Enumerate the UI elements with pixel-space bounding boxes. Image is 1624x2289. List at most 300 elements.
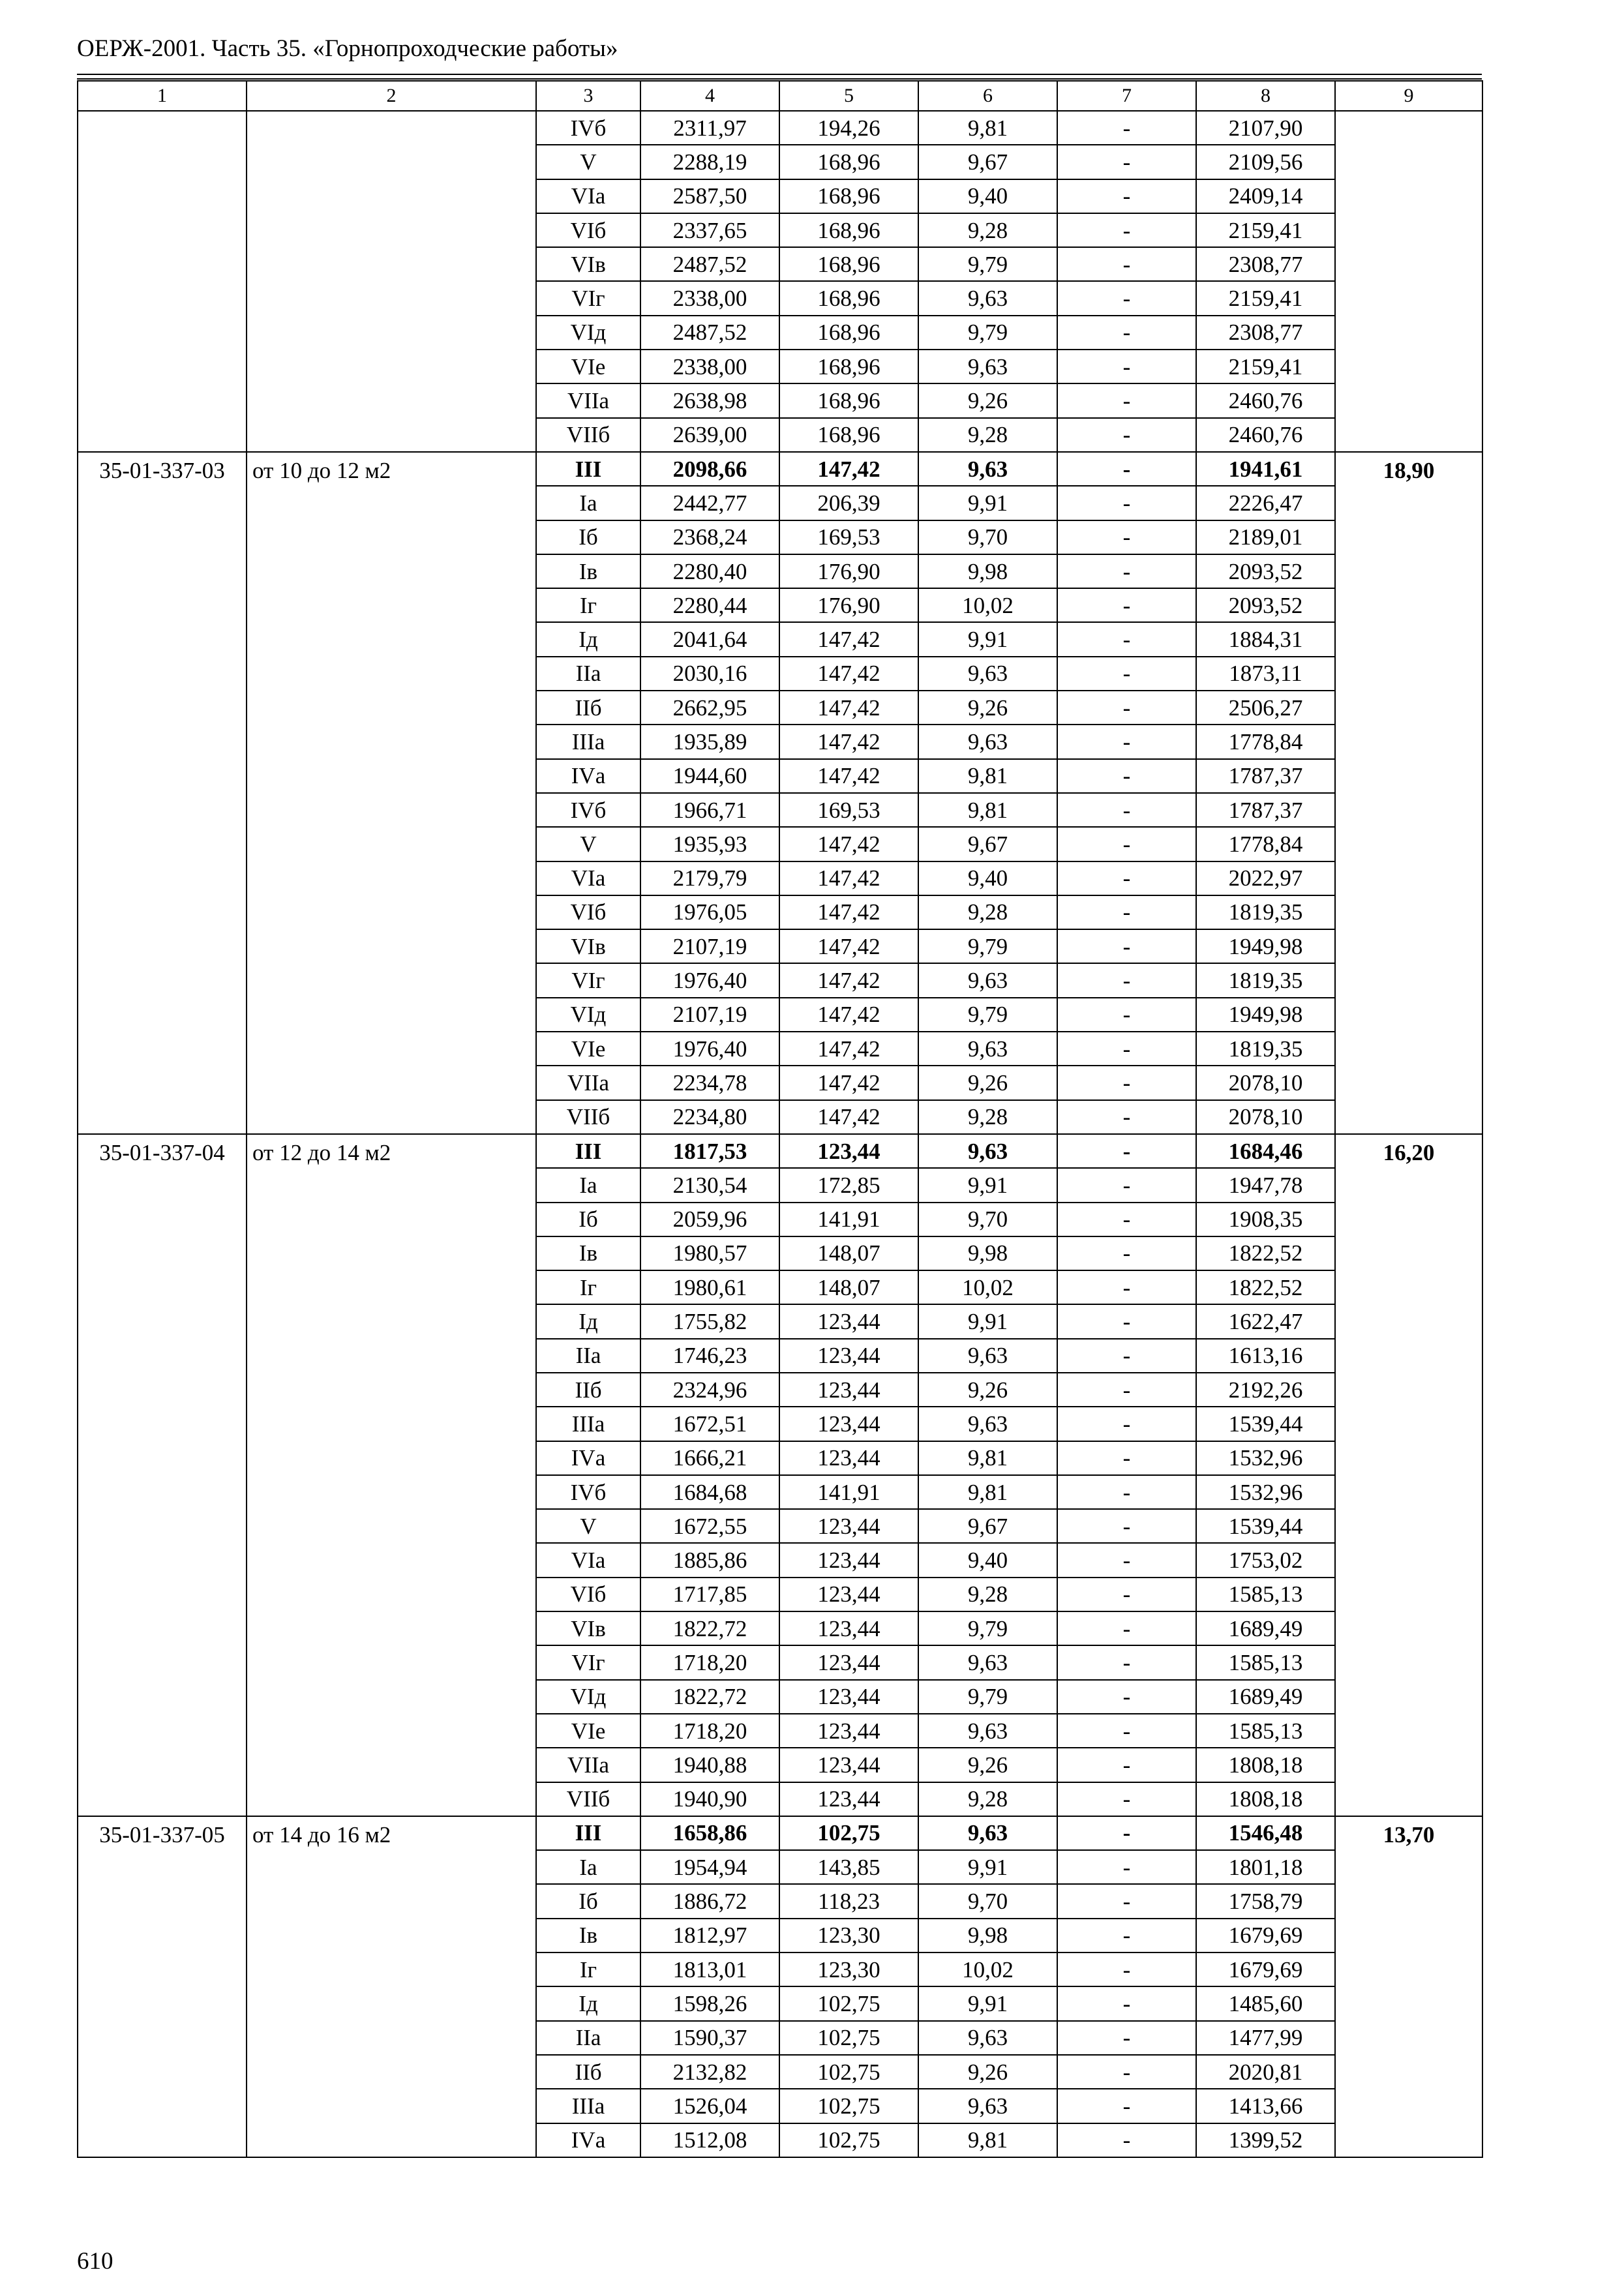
machinist-wages-cell: - [1057, 350, 1196, 383]
item-name: от 12 до 14 м2 [247, 1134, 536, 1816]
header-rule [77, 74, 1482, 75]
materials-cell: 2308,77 [1196, 316, 1335, 350]
wages-cell: 147,42 [779, 759, 918, 793]
zone-cell: Iд [536, 1304, 640, 1338]
machinist-wages-cell: - [1057, 1578, 1196, 1611]
machinist-wages-cell: - [1057, 2089, 1196, 2123]
direct-cost-cell: 1935,89 [640, 725, 779, 758]
machinery-cell: 10,02 [918, 1952, 1057, 1986]
machinery-cell: 9,81 [918, 2123, 1057, 2157]
direct-cost-cell: 1672,51 [640, 1407, 779, 1441]
materials-cell: 1884,31 [1196, 622, 1335, 656]
direct-cost-cell: 2638,98 [640, 383, 779, 417]
wages-cell: 147,42 [779, 657, 918, 691]
wages-cell: 168,96 [779, 316, 918, 350]
zone-cell: VIб [536, 213, 640, 247]
wages-cell: 123,44 [779, 1543, 918, 1577]
column-header: 2 [247, 81, 536, 111]
zone-cell: IVб [536, 1475, 640, 1509]
materials-cell: 1819,35 [1196, 963, 1335, 997]
wages-cell: 123,44 [779, 1407, 918, 1441]
wages-cell: 176,90 [779, 554, 918, 588]
materials-cell: 2409,14 [1196, 179, 1335, 213]
wages-cell: 102,75 [779, 2021, 918, 2055]
machinist-wages-cell: - [1057, 281, 1196, 315]
machinery-cell: 9,63 [918, 1339, 1057, 1373]
machinery-cell: 9,79 [918, 316, 1057, 350]
machinery-cell: 9,28 [918, 213, 1057, 247]
machinery-cell: 9,40 [918, 179, 1057, 213]
wages-cell: 147,42 [779, 929, 918, 963]
zone-cell: VIе [536, 1714, 640, 1748]
machinery-cell: 9,70 [918, 520, 1057, 554]
machinist-wages-cell: - [1057, 725, 1196, 758]
direct-cost-cell: 2442,77 [640, 486, 779, 520]
machinery-cell: 9,91 [918, 1850, 1057, 1884]
zone-cell: IVа [536, 759, 640, 793]
machinist-wages-cell: - [1057, 2123, 1196, 2157]
page-number: 610 [77, 2248, 113, 2275]
machinist-wages-cell: - [1057, 1680, 1196, 1714]
zone-cell: Iг [536, 588, 640, 622]
machinist-wages-cell: - [1057, 861, 1196, 895]
materials-cell: 1753,02 [1196, 1543, 1335, 1577]
machinist-wages-cell: - [1057, 1373, 1196, 1407]
machinist-wages-cell: - [1057, 1203, 1196, 1236]
wages-cell: 123,30 [779, 1919, 918, 1952]
machinery-cell: 9,91 [918, 622, 1057, 656]
column-number-row [78, 81, 1482, 111]
zone-cell: IIIа [536, 1407, 640, 1441]
zone-cell: VIа [536, 1543, 640, 1577]
direct-cost-cell: 2132,82 [640, 2055, 779, 2089]
wages-cell: 147,42 [779, 895, 918, 929]
machinery-cell: 9,63 [918, 452, 1057, 486]
zone-cell: VIа [536, 861, 640, 895]
wages-cell: 172,85 [779, 1168, 918, 1202]
zone-cell: Iд [536, 1986, 640, 2020]
zone-cell: V [536, 827, 640, 861]
table-row [78, 1134, 1482, 1168]
machinist-wages-cell: - [1057, 1475, 1196, 1509]
machinery-cell: 9,26 [918, 1373, 1057, 1407]
direct-cost-cell: 1718,20 [640, 1714, 779, 1748]
direct-cost-cell: 1672,55 [640, 1509, 779, 1543]
machinery-cell: 9,63 [918, 1134, 1057, 1168]
machinist-wages-cell: - [1057, 111, 1196, 145]
materials-cell: 2159,41 [1196, 350, 1335, 383]
machinist-wages-cell: - [1057, 1339, 1196, 1373]
wages-cell: 147,42 [779, 691, 918, 725]
machinery-cell: 9,40 [918, 1543, 1057, 1577]
materials-cell: 1778,84 [1196, 827, 1335, 861]
wages-cell: 147,42 [779, 998, 918, 1032]
wages-cell: 169,53 [779, 793, 918, 827]
wages-cell: 147,42 [779, 622, 918, 656]
zone-cell: VIIб [536, 1100, 640, 1134]
materials-cell: 2460,76 [1196, 383, 1335, 417]
materials-cell: 2020,81 [1196, 2055, 1335, 2089]
materials-cell: 1413,66 [1196, 2089, 1335, 2123]
direct-cost-cell: 1885,86 [640, 1543, 779, 1577]
item-code: 35-01-337-04 [78, 1134, 247, 1816]
zone-cell: IIб [536, 1373, 640, 1407]
machinist-wages-cell: - [1057, 213, 1196, 247]
direct-cost-cell: 2130,54 [640, 1168, 779, 1202]
materials-cell: 1532,96 [1196, 1475, 1335, 1509]
zone-cell: III [536, 452, 640, 486]
materials-cell: 1822,52 [1196, 1270, 1335, 1304]
zone-cell: Iв [536, 1236, 640, 1270]
materials-cell: 1689,49 [1196, 1680, 1335, 1714]
wages-cell: 123,44 [779, 1509, 918, 1543]
machinist-wages-cell: - [1057, 793, 1196, 827]
direct-cost-cell: 1940,88 [640, 1748, 779, 1782]
direct-cost-cell: 2288,19 [640, 145, 779, 179]
machinery-cell: 9,28 [918, 418, 1057, 452]
machinery-cell: 9,63 [918, 725, 1057, 758]
machinery-cell: 9,28 [918, 895, 1057, 929]
wages-cell: 168,96 [779, 350, 918, 383]
materials-cell: 2308,77 [1196, 247, 1335, 281]
zone-cell: VIг [536, 963, 640, 997]
machinery-cell: 9,91 [918, 1304, 1057, 1338]
column-header: 1 [78, 81, 247, 111]
machinist-wages-cell: - [1057, 827, 1196, 861]
machinery-cell: 9,63 [918, 1645, 1057, 1679]
machinist-wages-cell: - [1057, 1407, 1196, 1441]
direct-cost-cell: 2368,24 [640, 520, 779, 554]
machinist-wages-cell: - [1057, 1066, 1196, 1100]
machinery-cell: 9,91 [918, 1168, 1057, 1202]
machinist-wages-cell: - [1057, 179, 1196, 213]
materials-cell: 1819,35 [1196, 895, 1335, 929]
wages-cell: 148,07 [779, 1270, 918, 1304]
machinery-cell: 9,79 [918, 1680, 1057, 1714]
machinist-wages-cell: - [1057, 1441, 1196, 1475]
materials-cell: 1684,46 [1196, 1134, 1335, 1168]
zone-cell: VIIб [536, 418, 640, 452]
wages-cell: 123,44 [779, 1134, 918, 1168]
item-code: 35-01-337-05 [78, 1816, 247, 2157]
zone-cell: IIб [536, 691, 640, 725]
zone-cell: V [536, 145, 640, 179]
materials-cell: 1539,44 [1196, 1407, 1335, 1441]
materials-cell: 2226,47 [1196, 486, 1335, 520]
machinery-cell: 9,28 [918, 1100, 1057, 1134]
column-header: 5 [779, 81, 918, 111]
wages-cell: 147,42 [779, 1032, 918, 1066]
machinist-wages-cell: - [1057, 1986, 1196, 2020]
machinery-cell: 9,63 [918, 1816, 1057, 1850]
machinist-wages-cell: - [1057, 486, 1196, 520]
machinery-cell: 9,81 [918, 1441, 1057, 1475]
machinist-wages-cell: - [1057, 622, 1196, 656]
zone-cell: IVа [536, 2123, 640, 2157]
direct-cost-cell: 1822,72 [640, 1680, 779, 1714]
zone-cell: VIд [536, 316, 640, 350]
machinist-wages-cell: - [1057, 383, 1196, 417]
zone-cell: VIIа [536, 1748, 640, 1782]
machinery-cell: 9,26 [918, 691, 1057, 725]
zone-cell: Iд [536, 622, 640, 656]
wages-cell: 123,44 [779, 1441, 918, 1475]
direct-cost-cell: 2280,40 [640, 554, 779, 588]
zone-cell: IVб [536, 793, 640, 827]
direct-cost-cell: 2059,96 [640, 1203, 779, 1236]
materials-cell: 1679,69 [1196, 1952, 1335, 1986]
machinist-wages-cell: - [1057, 998, 1196, 1032]
zone-cell: Iг [536, 1952, 640, 1986]
zone-cell: VIIа [536, 1066, 640, 1100]
wages-cell: 123,44 [779, 1304, 918, 1338]
machinist-wages-cell: - [1057, 929, 1196, 963]
machinery-cell: 9,79 [918, 1611, 1057, 1645]
item-name: от 10 до 12 м2 [247, 452, 536, 1134]
zone-cell: VIIа [536, 383, 640, 417]
direct-cost-cell: 1598,26 [640, 1986, 779, 2020]
zone-cell: Iб [536, 1884, 640, 1918]
zone-cell: V [536, 1509, 640, 1543]
direct-cost-cell: 1526,04 [640, 2089, 779, 2123]
table-row [78, 1816, 1482, 1850]
machinery-cell: 9,63 [918, 350, 1057, 383]
item-name: от 14 до 16 м2 [247, 1816, 536, 2157]
zone-cell: III [536, 1134, 640, 1168]
direct-cost-cell: 1746,23 [640, 1339, 779, 1373]
materials-cell: 1941,61 [1196, 452, 1335, 486]
wages-cell: 148,07 [779, 1236, 918, 1270]
labor-cost-total: 13,70 [1335, 1816, 1482, 2157]
machinery-cell: 9,63 [918, 1407, 1057, 1441]
direct-cost-cell: 1944,60 [640, 759, 779, 793]
materials-cell: 1822,52 [1196, 1236, 1335, 1270]
machinery-cell: 9,26 [918, 383, 1057, 417]
materials-cell: 1689,49 [1196, 1611, 1335, 1645]
direct-cost-cell: 1812,97 [640, 1919, 779, 1952]
machinery-cell: 9,26 [918, 1748, 1057, 1782]
wages-cell: 147,42 [779, 861, 918, 895]
machinery-cell: 9,63 [918, 1714, 1057, 1748]
table-row [78, 452, 1482, 486]
machinist-wages-cell: - [1057, 452, 1196, 486]
machinery-cell: 9,28 [918, 1782, 1057, 1816]
direct-cost-cell: 1976,05 [640, 895, 779, 929]
materials-cell: 1778,84 [1196, 725, 1335, 758]
item-code: 35-01-337-03 [78, 452, 247, 1134]
machinist-wages-cell: - [1057, 247, 1196, 281]
machinist-wages-cell: - [1057, 1611, 1196, 1645]
machinery-cell: 9,98 [918, 1919, 1057, 1952]
materials-cell: 1947,78 [1196, 1168, 1335, 1202]
machinist-wages-cell: - [1057, 554, 1196, 588]
machinist-wages-cell: - [1057, 520, 1196, 554]
wages-cell: 168,96 [779, 383, 918, 417]
machinist-wages-cell: - [1057, 1032, 1196, 1066]
direct-cost-cell: 2311,97 [640, 111, 779, 145]
direct-cost-cell: 1976,40 [640, 963, 779, 997]
materials-cell: 2022,97 [1196, 861, 1335, 895]
machinery-cell: 9,28 [918, 1578, 1057, 1611]
machinist-wages-cell: - [1057, 963, 1196, 997]
machinist-wages-cell: - [1057, 1100, 1196, 1134]
machinery-cell: 10,02 [918, 1270, 1057, 1304]
zone-cell: VIа [536, 179, 640, 213]
direct-cost-cell: 1813,01 [640, 1952, 779, 1986]
header-rule [77, 78, 1482, 80]
column-header: 3 [536, 81, 640, 111]
wages-cell: 141,91 [779, 1475, 918, 1509]
wages-cell: 168,96 [779, 145, 918, 179]
machinery-cell: 9,63 [918, 2021, 1057, 2055]
machinery-cell: 9,79 [918, 247, 1057, 281]
direct-cost-cell: 1512,08 [640, 2123, 779, 2157]
materials-cell: 1908,35 [1196, 1203, 1335, 1236]
materials-cell: 2192,26 [1196, 1373, 1335, 1407]
materials-cell: 1808,18 [1196, 1782, 1335, 1816]
machinist-wages-cell: - [1057, 1543, 1196, 1577]
zone-cell: VIIб [536, 1782, 640, 1816]
machinist-wages-cell: - [1057, 1919, 1196, 1952]
machinery-cell: 9,26 [918, 2055, 1057, 2089]
direct-cost-cell: 1590,37 [640, 2021, 779, 2055]
zone-cell: Iв [536, 554, 640, 588]
direct-cost-cell: 2487,52 [640, 316, 779, 350]
machinist-wages-cell: - [1057, 657, 1196, 691]
materials-cell: 2189,01 [1196, 520, 1335, 554]
materials-cell: 1539,44 [1196, 1509, 1335, 1543]
materials-cell: 1477,99 [1196, 2021, 1335, 2055]
wages-cell: 123,44 [779, 1339, 918, 1373]
materials-cell: 2460,76 [1196, 418, 1335, 452]
machinery-cell: 9,91 [918, 486, 1057, 520]
materials-cell: 1585,13 [1196, 1645, 1335, 1679]
machinist-wages-cell: - [1057, 895, 1196, 929]
direct-cost-cell: 2338,00 [640, 350, 779, 383]
direct-cost-cell: 2337,65 [640, 213, 779, 247]
machinist-wages-cell: - [1057, 145, 1196, 179]
direct-cost-cell: 2639,00 [640, 418, 779, 452]
direct-cost-cell: 1684,68 [640, 1475, 779, 1509]
wages-cell: 194,26 [779, 111, 918, 145]
wages-cell: 147,42 [779, 827, 918, 861]
machinist-wages-cell: - [1057, 691, 1196, 725]
wages-cell: 141,91 [779, 1203, 918, 1236]
wages-cell: 169,53 [779, 520, 918, 554]
direct-cost-cell: 1954,94 [640, 1850, 779, 1884]
direct-cost-cell: 2098,66 [640, 452, 779, 486]
zone-cell: VIб [536, 1578, 640, 1611]
rates-table [77, 80, 1483, 2158]
wages-cell: 123,44 [779, 1611, 918, 1645]
zone-cell: IVб [536, 111, 640, 145]
machinist-wages-cell: - [1057, 1134, 1196, 1168]
wages-cell: 143,85 [779, 1850, 918, 1884]
machinery-cell: 9,81 [918, 793, 1057, 827]
zone-cell: VIе [536, 1032, 640, 1066]
materials-cell: 1949,98 [1196, 929, 1335, 963]
machinery-cell: 9,63 [918, 963, 1057, 997]
zone-cell: VIв [536, 247, 640, 281]
wages-cell: 102,75 [779, 1986, 918, 2020]
machinery-cell: 9,63 [918, 2089, 1057, 2123]
column-header: 7 [1057, 81, 1196, 111]
zone-cell: IIа [536, 2021, 640, 2055]
machinery-cell: 9,98 [918, 554, 1057, 588]
zone-cell: VIг [536, 281, 640, 315]
machinery-cell: 9,81 [918, 759, 1057, 793]
materials-cell: 1532,96 [1196, 1441, 1335, 1475]
machinist-wages-cell: - [1057, 1850, 1196, 1884]
materials-cell: 2107,90 [1196, 111, 1335, 145]
direct-cost-cell: 1718,20 [640, 1645, 779, 1679]
materials-cell: 1808,18 [1196, 1748, 1335, 1782]
direct-cost-cell: 1980,61 [640, 1270, 779, 1304]
materials-cell: 1758,79 [1196, 1884, 1335, 1918]
zone-cell: VIд [536, 998, 640, 1032]
machinery-cell: 9,63 [918, 657, 1057, 691]
column-header: 6 [918, 81, 1057, 111]
materials-cell: 1585,13 [1196, 1714, 1335, 1748]
machinery-cell: 9,67 [918, 145, 1057, 179]
machinery-cell: 9,91 [918, 1986, 1057, 2020]
direct-cost-cell: 1935,93 [640, 827, 779, 861]
machinist-wages-cell: - [1057, 588, 1196, 622]
zone-cell: IIIа [536, 2089, 640, 2123]
machinist-wages-cell: - [1057, 2021, 1196, 2055]
machinist-wages-cell: - [1057, 1714, 1196, 1748]
zone-cell: IIа [536, 1339, 640, 1373]
materials-cell: 1546,48 [1196, 1816, 1335, 1850]
page-header: ОЕРЖ-2001. Часть 35. «Горнопроходческие работы» [77, 35, 618, 62]
wages-cell: 147,42 [779, 725, 918, 758]
machinist-wages-cell: - [1057, 1270, 1196, 1304]
machinist-wages-cell: - [1057, 1952, 1196, 1986]
machinery-cell: 9,81 [918, 111, 1057, 145]
materials-cell: 1787,37 [1196, 759, 1335, 793]
materials-cell: 2159,41 [1196, 213, 1335, 247]
machinery-cell: 9,63 [918, 281, 1057, 315]
zone-cell: III [536, 1816, 640, 1850]
direct-cost-cell: 2041,64 [640, 622, 779, 656]
wages-cell: 123,44 [779, 1680, 918, 1714]
direct-cost-cell: 1976,40 [640, 1032, 779, 1066]
materials-cell: 1585,13 [1196, 1578, 1335, 1611]
machinery-cell: 9,98 [918, 1236, 1057, 1270]
table-row [78, 111, 1482, 145]
materials-cell: 1679,69 [1196, 1919, 1335, 1952]
direct-cost-cell: 1658,86 [640, 1816, 779, 1850]
direct-cost-cell: 2587,50 [640, 179, 779, 213]
zone-cell: Iа [536, 1850, 640, 1884]
materials-cell: 2078,10 [1196, 1066, 1335, 1100]
machinist-wages-cell: - [1057, 1236, 1196, 1270]
zone-cell: Iв [536, 1919, 640, 1952]
direct-cost-cell: 2234,78 [640, 1066, 779, 1100]
wages-cell: 176,90 [779, 588, 918, 622]
machinist-wages-cell: - [1057, 1748, 1196, 1782]
zone-cell: Iа [536, 486, 640, 520]
zone-cell: IIIа [536, 725, 640, 758]
zone-cell: Iа [536, 1168, 640, 1202]
wages-cell: 168,96 [779, 179, 918, 213]
zone-cell: IIб [536, 2055, 640, 2089]
materials-cell: 1819,35 [1196, 1032, 1335, 1066]
direct-cost-cell: 1940,90 [640, 1782, 779, 1816]
direct-cost-cell: 2338,00 [640, 281, 779, 315]
direct-cost-cell: 1966,71 [640, 793, 779, 827]
column-header: 8 [1196, 81, 1335, 111]
